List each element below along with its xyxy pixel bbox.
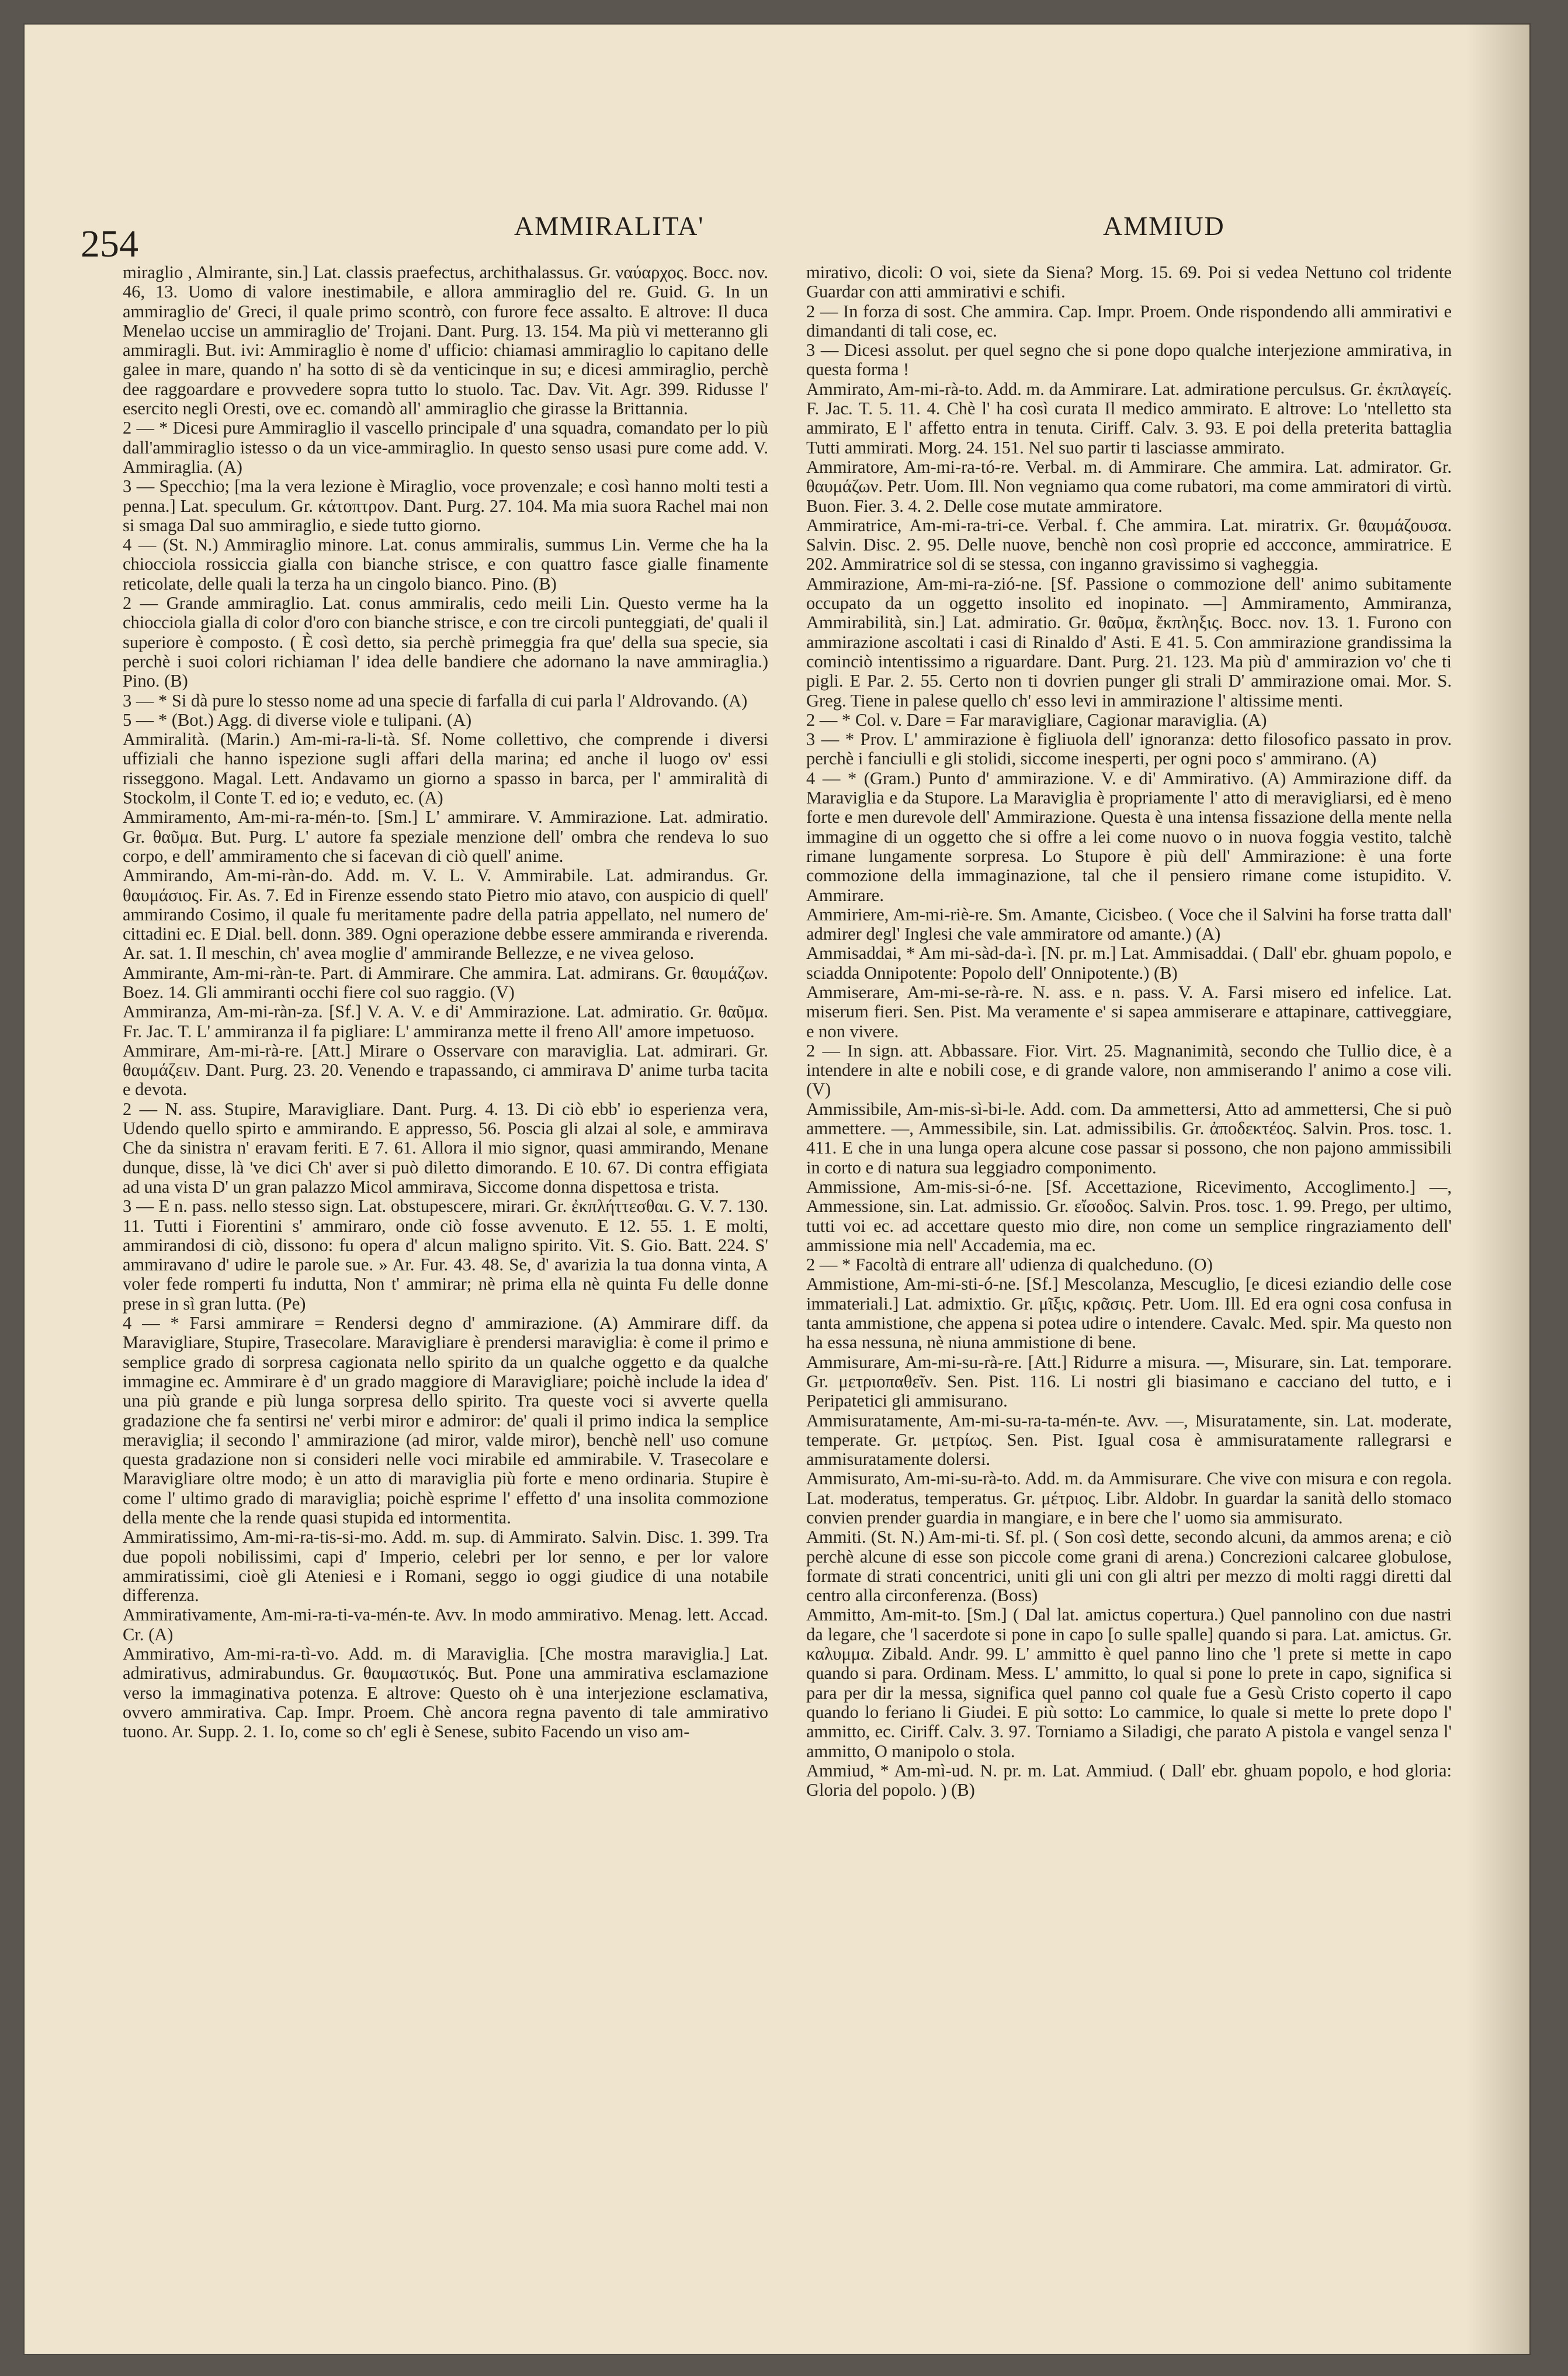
left-column <box>123 263 768 2273</box>
entry: Ammitto, Am-mit-to. [Sm.] ( Dal lat. amictus copertura.) Quel pannolino con due nastri da legare, che 'l sacerdote si pone in capo [o sulle spalle] quando si para. Lat. amictus. Gr. καλυμμα. Zibald. Andr. 99. L' ammitto è quel panno lino che 'l prete si mette in capo quando si para. Ordinam. Mess. L' ammitto, lo qual si pone lo prete in capo, significa si para per dir la messa, significa quel panno col quale fue a Gesù Cristo coperto il capo quando lo feriano li Giudei. E più sotto: Lo cammice, lo quale si mette lo prete dopo l' ammitto, ec. Ciriff. Calv. 3. 97. Torniamo a Siladigi, che parato A pistola e vangel senza l' ammitto, O manipolo o stola. <box>806 1605 1452 1761</box>
entry: Ammissibile, Am-mis-sì-bi-le. Add. com. Da ammettersi, Atto ad ammettersi, Che si può ammettere. —, Ammessibile, sin. Lat. admissibilis. Gr. ἀποδεκτέος. Salvin. Pros. tosc. 1. 411. E che in una lunga opera alcune cose passar si possono, che non pajono ammissibili in corto e di natura sua leggiadro componimento. <box>806 1099 1452 1177</box>
entry: Ammisurato, Am-mi-su-rà-to. Add. m. da Ammisurare. Che vive con misura e con regola. Lat. moderatus, temperatus. Gr. μέτριος. Libr. Aldobr. In guardar la sanità dello stomaco convien prender guardia in mangiare, e in bere che l' uomo sia ammisurato. <box>806 1468 1452 1528</box>
entry: Ammiranza, Am-mi-ràn-za. [Sf.] V. A. V. e di' Ammirazione. Lat. admiratio. Gr. θαῦμα. Fr. Jac. T. L' ammiranza il fa pigliare: L' ammiranza mette il freno All' amore impetuoso. <box>123 1002 768 1041</box>
entry: Ammiratissimo, Am-mi-ra-tis-si-mo. Add. m. sup. di Ammirato. Salvin. Disc. 1. 399. Tra due popoli nobilissimi, capi d' Imperio, celebri per lor senno, e per lor valore ammiratissimi, cioè gli Ateniesi e i Romani, seggo io oggi giudice di una notabile differenza. <box>123 1527 768 1606</box>
entry: 3 — E n. pass. nello stesso sign. Lat. obstupescere, mirari. Gr. ἐκπλήττεσθαι. G. V. 7. 130. 11. Tutti i Fiorentini s' ammiraro, onde ciò fosse avvenuto. E 12. 55. 1. E molti, ammirandosi di ciò, dissono: fu opera d' alcun maligno spirito. Vit. S. Gio. Batt. 224. S' ammiravano d' udire le parole sue. » Ar. Fur. 43. 48. Se, d' avarizia la tua donna vinta, A voler fede romperti fu indutta, Non t' ammirar; nè prima ella nè quinta Fu delle donne prese in sì gran lutta. (Pe) <box>123 1196 768 1314</box>
entry: 5 — * (Bot.) Agg. di diverse viole e tulipani. (A) <box>123 709 472 730</box>
page-header <box>23 193 1531 265</box>
entry: 2 — * Dicesi pure Ammiraglio il vascello principale d' una squadra, comandato per lo più dall'ammiraglio istesso o da un vice-ammiraglio. In questo senso usasi pure come add. V. Ammiraglia. (A) <box>123 418 768 477</box>
entry: Ammirando, Am-mi-ràn-do. Add. m. V. L. V. Ammirabile. Lat. admirandus. Gr. θαυμάσιος. Fir. As. 7. Ed in Firenze essendo stato Pietro mio atavo, con auspicio di quell' ammirando Cosimo, il quale fu meritamente padre della patria appellato, nel numero de' cittadini ec. E Dial. bell. donn. 389. Ogni operazione debbe essere ammiranda e riverenda. Ar. sat. 1. Il meschin, ch' avea moglie d' ammirande Bellezze, e ne vivea geloso. <box>123 865 768 964</box>
entry: Ammiud, * Am-mì-ud. N. pr. m. Lat. Ammiud. ( Dall' ebr. ghuam popolo, e hod gloria: Gloria del popolo. ) (B) <box>806 1760 1452 1800</box>
entry: Ammirante, Am-mi-ràn-te. Part. di Ammirare. Che ammira. Lat. admirans. Gr. θαυμάζων. Boez. 14. Gli ammiranti occhi fiere col suo raggio. (V) <box>123 962 768 1002</box>
entry: Ammissione, Am-mis-si-ó-ne. [Sf. Accettazione, Ricevimento, Accoglimento.] —, Ammessione, sin. Lat. admissio. Gr. εἴσοδος. Salvin. Pros. tosc. 1. 99. Prego, per ultimo, tutti voi ec. ad accettare questo mio dire, non come un semplice ringraziamento dell' ammissione mia nell' Accademia, ma ec. <box>806 1176 1452 1255</box>
entry: 4 — * Farsi ammirare = Rendersi degno d' ammirazione. (A) Ammirare diff. da Maravigliare, Stupire, Trasecolare. Maravigliare è prendersi maraviglia: è come il primo e semplice grado di sorpresa cagionata nello spirito da un qualche oggetto e da qualche immagine ec. Ammirare è d' un grado maggiore di Maravigliare; poichè include la idea d' una più grande e più lunga sorpresa dello spirito. Tra queste voci si avverte quella gradazione che fa sentirsi ne' verbi miror e admiror: de' quali il primo indica la semplice meraviglia; il secondo l' ammirazione (ad miror, valde miror), benchè nell' uso comune questa gradazione non si consideri nelle voci mirabile ed ammirabile. V. Trasecolare e Maravigliare oltre modo; è un atto di maraviglia più forte e meno ordinaria. Stupire è come l' ultimo grado di maraviglia; poichè esprime l' effetto d' una insolita commozione della mente che la rende quasi stupida ed intormentita. <box>123 1313 768 1528</box>
dictionary-page <box>23 23 1531 2355</box>
entry: 2 — In sign. att. Abbassare. Fior. Virt. 25. Magnanimità, secondo che Tullio dice, è a intendere in alte e nobili cose, e di grande valore, non ammiserando l' animo a cose vili. (V) <box>806 1040 1452 1100</box>
entry: 2 — * Facoltà di entrare all' udienza di qualcheduno. (O) <box>806 1255 1213 1275</box>
entry: 3 — * Prov. L' ammirazione è figliuola dell' ignoranza: detto filosofico passato in prov. perchè i fanciulli e gli stolidi, siccome inesperti, per ogni poco s' ammirano. (A) <box>806 729 1452 769</box>
entry: 4 — * (Gram.) Punto d' ammirazione. V. e di' Ammirativo. (A) Ammirazione diff. da Maraviglia e da Stupore. La Maraviglia è propriamente l' atto di meravigliarsi, ed è meno forte e men durevole dell' Ammirazione. Questa è una intensa fissazione della mente nella immagine di un oggetto che si offre a lei come nuovo o in nuova foggia vestito, talchè rimane lungamente sorpresa. Lo Stupore è più dell' Ammirazione: è una forte commozione della immaginazione, tal che il pensiero rimane come istupidito. V. Ammirare. <box>806 768 1452 905</box>
entry: Ammirato, Am-mi-rà-to. Add. m. da Ammirare. Lat. admiratione perculsus. Gr. ἐκπλαγείς. F. Jac. T. 5. 11. 4. Chè l' ha così curata Il medico ammirato. E altrove: Lo 'ntelletto sta ammirato, E l' affetto entra in tenuta. Ciriff. Calv. 3. 93. E poi della preterita battaglia Tutti ammirati. Morg. 24. 151. Nel suo partir ti lasciasse ammirato. <box>806 379 1452 458</box>
entry: Ammisaddai, * Am mi-sàd-da-ì. [N. pr. m.] Lat. Ammisaddai. ( Dall' ebr. ghuam popolo, e sciadda Onnipotente: Popolo dell' Onnipotente.) (B) <box>806 943 1452 983</box>
entry: Ammiriere, Am-mi-riè-re. Sm. Amante, Cicisbeo. ( Voce che il Salvini ha forse tratta dall' admirer degl' Inglesi che vale ammiratore od amante.) (A) <box>806 904 1452 944</box>
entry: Ammirare, Am-mi-rà-re. [Att.] Mirare o Osservare con maraviglia. Lat. admirari. Gr. θαυμάζειν. Dant. Purg. 23. 20. Venendo e trapassando, ci ammirava D' anime turba tacita e devota. <box>123 1040 768 1100</box>
right-running-head: AMMIUD <box>1103 211 1225 241</box>
entry: 4 — (St. N.) Ammiraglio minore. Lat. conus ammiralis, summus Lin. Verme che ha la chiocciola rossiccia gialla con bianche strisce, e con quattro fasce gialle finamente reticolate, delle quali la terza ha un cingolo bianco. Pino. (B) <box>123 535 768 594</box>
entry: Ammisuratamente, Am-mi-su-ra-ta-mén-te. Avv. —, Misuratamente, sin. Lat. moderate, temperate. Gr. μετρίως. Sen. Pist. Igual cosa è ammisuratamente rallegrarsi e ammisuratamente dolersi. <box>806 1410 1452 1470</box>
entry: Ammiserare, Am-mi-se-rà-re. N. ass. e n. pass. V. A. Farsi misero ed infelice. Lat. miserum fieri. Sen. Pist. Ma veramente e' si sapea ammiserare e attapinare, cattiveggiare, e non vivere. <box>806 982 1452 1041</box>
entry: mirativo, dicoli: O voi, siete da Siena? Morg. 15. 69. Poi si vedea Nettuno col tridente Guardar con atti ammirativi e schifi. <box>806 263 1452 302</box>
right-column <box>806 263 1452 2273</box>
entry: 2 — * Col. v. Dare = Far maravigliare, Cagionar maraviglia. (A) <box>806 709 1267 730</box>
entry: Ammirativo, Am-mi-ra-tì-vo. Add. m. di Maraviglia. [Che mostra maraviglia.] Lat. admirativus, admirabundus. Gr. θαυμαστικός. But. Pone una ammirativa esclamazione verso la immaginativa potenza. E altrove: Questo oh è una interjezione esclamativa, ovvero ammirativa. Cap. Impr. Proem. Chè ancora regna pavento di tale ammirativo tuono. Ar. Supp. 2. 1. Io, come so ch' egli è Senese, subito Facendo un viso am- <box>123 1644 768 1742</box>
entry: 3 — * Si dà pure lo stesso nome ad una specie di farfalla di cui parla l' Aldrovando. (A) <box>123 690 748 711</box>
entry: 3 — Dicesi assolut. per quel segno che si pone dopo qualche interjezione ammirativa, in questa forma ! <box>806 340 1452 380</box>
page-number: 254 <box>81 223 138 265</box>
left-running-head: AMMIRALITA' <box>514 211 705 241</box>
entry: 2 — N. ass. Stupire, Maravigliare. Dant. Purg. 4. 13. Di ciò ebb' io esperienza vera, Udendo quello spirto e ammirando. E appresso, 56. Poscia gli alzai al sole, e ammirava Che da sinistra n' eravam feriti. E 7. 61. Allora il mio signor, quasi ammirando, Menane dunque, disse, là 've dici Ch' aver si può diletto dimorando. E 10. 67. Di contra effigiata ad una vista D' un gran palazzo Micol ammirava, Siccome donna dispettosa e trista. <box>123 1099 768 1197</box>
entry: 3 — Specchio; [ma la vera lezione è Miraglio, voce provenzale; e così hanno molti testi a penna.] Lat. speculum. Gr. κάτοπτρον. Dant. Purg. 27. 104. Ma mia suora Rachel mai non si smaga Dal suo ammiraglio, e siede tutto giorno. <box>123 476 768 535</box>
entry: Ammiralità. (Marin.) Am-mi-ra-li-tà. Sf. Nome collettivo, che comprende i diversi uffiziali che hanno ispezione sugli affari della marina; ed anche il luogo ov' essi risseggono. Magal. Lett. Andavamo un giorno a spasso in barca, per l' ammiralità di Stockolm, il Conte T. ed io; e veduto, ec. (A) <box>123 729 768 808</box>
entry: 2 — Grande ammiraglio. Lat. conus ammiralis, cedo meili Lin. Questo verme ha la chiocciola gialla di color d'oro con bianche strisce, e con tre circoli punteggiati, de' quali il superiore è composto. ( È così detto, sia perchè primeggia fra que' della sua specie, sia perchè i suoi colori richiaman l' idea delle bandiere che adornano la nave ammiraglia.) Pino. (B) <box>123 593 768 691</box>
entry: 2 — In forza di sost. Che ammira. Cap. Impr. Proem. Onde rispondendo alli ammirativi e dimandanti di tali cose, ec. <box>806 301 1452 341</box>
entry: Ammiti. (St. N.) Am-mi-ti. Sf. pl. ( Son così dette, secondo alcuni, da ammos arena; e ciò perchè alcune di esse son piccole come grani di arena.) Concrezioni calcaree globulose, formate di strati concentrici, uniti gli uni con gli altri per mezzo di molti raggi diretti dal centro alla circonferenza. (Boss) <box>806 1527 1452 1606</box>
entry: Ammiratrice, Am-mi-ra-tri-ce. Verbal. f. Che ammira. Lat. miratrix. Gr. θαυμάζουσα. Salvin. Disc. 2. 95. Delle nuove, benchè non così proprie ed accconce, ammiratrice. E 202. Ammiratrice sol di se stessa, con inganno gravissimo si vagheggia. <box>806 515 1452 574</box>
entry: Ammirativamente, Am-mi-ra-ti-va-mén-te. Avv. In modo ammirativo. Menag. lett. Accad. Cr. (A) <box>123 1605 768 1644</box>
entry: Ammiratore, Am-mi-ra-tó-re. Verbal. m. di Ammirare. Che ammira. Lat. admirator. Gr. θαυμάζων. Petr. Uom. Ill. Non vegniamo qua come rubatori, ma come ammiratori di virtù. Buon. Fier. 3. 4. 2. Delle cose mutate ammiratore. <box>806 456 1452 516</box>
entry: Ammiramento, Am-mi-ra-mén-to. [Sm.] L' ammirare. V. Ammirazione. Lat. admiratio. Gr. θαῦμα. But. Purg. L' autore fa speziale menzione dell' ombra che rendeva lo suo corpo, e dell' ammiramento che si facevan di ciò quell' anime. <box>123 807 768 866</box>
entry: Ammirazione, Am-mi-ra-zió-ne. [Sf. Passione o commozione dell' animo subitamente occupato da un oggetto insolito ed inopinato. —] Ammiramento, Ammiranza, Ammirabilità, sin.] Lat. admiratio. Gr. θαῦμα, ἔκπληξις. Bocc. nov. 13. 1. Furono con ammirazione ascoltati i casi di Rinaldo d' Asti. E 41. 5. Con ammirazione grandissima la cominciò intentissimo a riguardare. Dant. Purg. 21. 123. Ma più d' ammirazion vo' che ti pigli. E Par. 2. 55. Certo non ti dovrien punger gli strali D' ammirazione omai. Mor. S. Greg. Tiene in palese quello ch' esso levi in ammirazione l' altissime menti. <box>806 573 1452 711</box>
entry: Ammisurare, Am-mi-su-rà-re. [Att.] Ridurre a misura. —, Misurare, sin. Lat. temporare. Gr. μετριοπαθεῖν. Sen. Pist. 116. Li nostri gli biasimano e cacciano del tutto, e i Peripatetici gli ammisurano. <box>806 1352 1452 1411</box>
entry: Ammistione, Am-mi-sti-ó-ne. [Sf.] Mescolanza, Mescuglio, [e dicesi eziandio delle cose immateriali.] Lat. admixtio. Gr. μῖξις, κρᾶσις. Petr. Uom. Ill. Ed era ogni cosa confusa in tanta ammistione, che appena si potea udire o intendere. Cavalc. Med. spir. Ma questo non ha essa nessuna, nè niuna ammistione di bene. <box>806 1274 1452 1353</box>
entry: miraglio , Almirante, sin.] Lat. classis praefectus, archithalassus. Gr. ναύαρχος. Bocc. nov. 46, 13. Uomo di valore inestimabile, e allora ammiraglio del re. Guid. G. In un ammiraglio de' Greci, il quale primo scontrò, con furore fece assalto. E altrove: Il duca Menelao uccise un ammiraglio de' Trojani. Dant. Purg. 13. 154. Ma più vi metteranno gli ammiragli. But. ivi: Ammiraglio è nome d' ufficio: chiamasi ammiraglio lo capitano delle galee in mare, quando n' ha sotto di sè da venticinque in su; e dicesi ammiraglio, perchè dee raggoardare e provvedere sopra tutto lo stuolo. Tac. Dav. Vit. Agr. 399. Ridusse l' esercito negli Oresti, ove ec. comandò all' ammiraglio che girasse la Brittannia. <box>123 263 768 419</box>
